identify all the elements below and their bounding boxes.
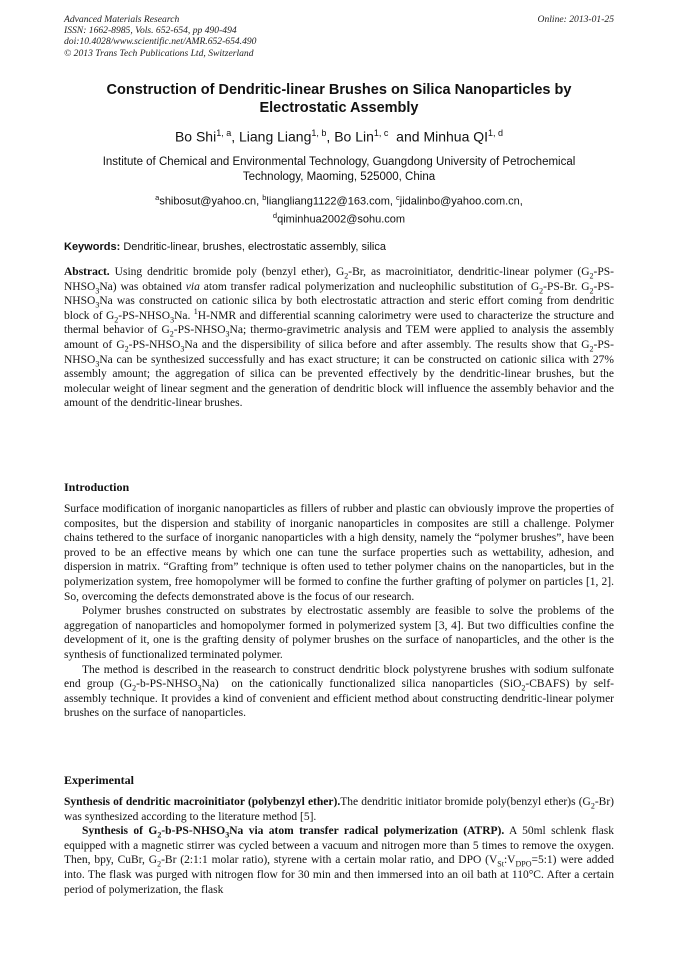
- email-link[interactable]: qiminhua2002@sohu.com: [277, 213, 406, 226]
- author-name: Minhua QI: [423, 128, 489, 145]
- author-list: Bo Shi$^{1, a}$, Liang Liang$^{1, b}$, Bo Lin$^{1, c}$ and Minhua QI$^{1, d}$: [174, 128, 504, 145]
- experimental-text: Synthesis of dendritic macroinitiator (polybenzyl ether).The dendritic initiator bromide poly(benzyl ether)s $(G_2-Br)$ was synthesized according to the literature method [5]. Synthesis of $G_2-b-PS-NHSO_3Na$ via atom transfer radical polymerization (ATRP). A 50ml schlenk flask equipped with a magnetic stirrer was cycled between a vacuum and nitrogen more than 5 times to remove the oxygen. Then, bpy, CuBr, $G_2-Br$ (2:1:1 molar ratio), styrene with a certain molar ratio, and DPO $(V_{St}:V_{DPO}=5:1)$ were added into. The flask was purged with nitrogen flow for 30 min and then immersed into an oil bath at 110°C. After a certain period of polymerization, the flask: [64, 796, 615, 896]
- doi-line: doi:10.4028/www.scientific.net/AMR.652-654.490: [64, 36, 257, 48]
- journal-name: Advanced Materials Research: [64, 14, 180, 25]
- section-heading-introduction: Introduction: [64, 480, 130, 494]
- introduction-text: Surface modification of inorganic nanoparticles as fillers of rubber and plastic can obviously improve the properties of composites, but the dispersion and stability of inorganic nanoparticles in composites are still a challenge. Polymer chains tethered to the surface of inorganic nanoparticles with a high density, namely the “polymer brushes”, have been proved to be an effective means by which one can tune the surface properties such as wettability, adhesion, and dispersion in matrix. “Grafting from” technique is often used to tether polymer chains on the nanoparticles, but in the polymerization system, free homopolymer will be formed to confine the further grafting of polymer on particles [1, 2]. So, overcoming the defects demonstrated above is the focus of our research. Polymer brushes constructed on substrates by electrostatic assembly are feasible to solve the problems of the aggregation of nanoparticles and homopolymer formed in polymerized system [3, 4]. But two difficulties confine the development of it, one is the grafting density of polymer brushes on the surface of nanoparticles, and the other is the synthesis of functionalized terminated polymer. The method is described in the reasearch to construct dendritic block polystyrene brushes with sodium sulfonate end group $(G_2-b-PS-NHSO_3Na)$ on the cationically functionalized silica nanoparticles (SiO$_2$-CBAFS) by self-assembly technique. It provides a kind of convenient and efficient method about constructing dendritic-linear polymer brushes on the surface of nanoparticles.: [64, 503, 615, 720]
- affiliation: Institute of Chemical and Environmental Technology, Guangdong University of Petrochemical Technology, Maoming, 525000, China: [102, 156, 576, 183]
- issn-line: ISSN: 1662-8985, Vols. 652-654, pp 490-494: [64, 25, 237, 37]
- online-date: Online: 2013-01-25: [537, 14, 614, 25]
- paper-title: Construction of Dendritic-linear Brushes on Silica Nanoparticles by Electrostatic Assembly: [106, 82, 572, 116]
- copyright-line: © 2013 Trans Tech Publications Ltd, Switzerland: [64, 47, 254, 59]
- author-name: Bo Lin: [334, 128, 374, 145]
- email-list: $^a$shibosut@yahoo.cn, $^b$liangliang1122@163.com, $^c$jidalinbo@yahoo.com.cn, $^d$qiminhua2002@sohu.com: [155, 193, 523, 226]
- author-name: Bo Shi: [174, 128, 217, 145]
- keywords: Keywords: Dendritic-linear, brushes, electrostatic assembly, silica: [64, 241, 386, 253]
- running-header: [64, 14, 256, 59]
- email-link[interactable]: jidalinbo@yahoo.com.cn: [399, 195, 520, 208]
- email-link[interactable]: liangliang1122@163.com: [266, 195, 390, 208]
- email-link[interactable]: shibosut@yahoo.cn: [159, 195, 257, 208]
- author-name: Liang Liang: [238, 128, 312, 145]
- section-heading-experimental: Experimental: [64, 773, 134, 787]
- abstract: Abstract. Using dendritic bromide poly (benzyl ether), $G_2-Br$, as macroinitiator, dendritic-linear polymer $(G_2-PS-NHSO_3Na)$ was obtained via atom transfer radical polymerization and nucleophilic substitution of $G_2-PS-Br$. $G_2-PS-NHSO_3Na$ was constructed on cationic silica by both electrostatic attraction and steric effort coming from dendritic block of $G_2-PS-NHSO_3Na$. $^1$H-NMR and differential scanning calorimetry were used to characterize the structure and thermal behavior of $G_2-PS-NHSO_3Na$; thermo-gravimetric analysis and TEM were applied to analysis the assembly amount of $G_2-PS-NHSO_3Na$ and the dispersibility of silica before and after assembly. The results show that $G_2-PS-NHSO_3Na$ can be synthesized successfully and has exact structure; it can be constructed on cationic silica with 27% assembly amount; the aggregation of silica can be prevented effectively by the dendritic-linear brushes, but the molecular weight of linear segment and the generation of dendritic block will influence the assembly behavior and the amount of the dendritic-linear brushes.: [64, 266, 615, 410]
